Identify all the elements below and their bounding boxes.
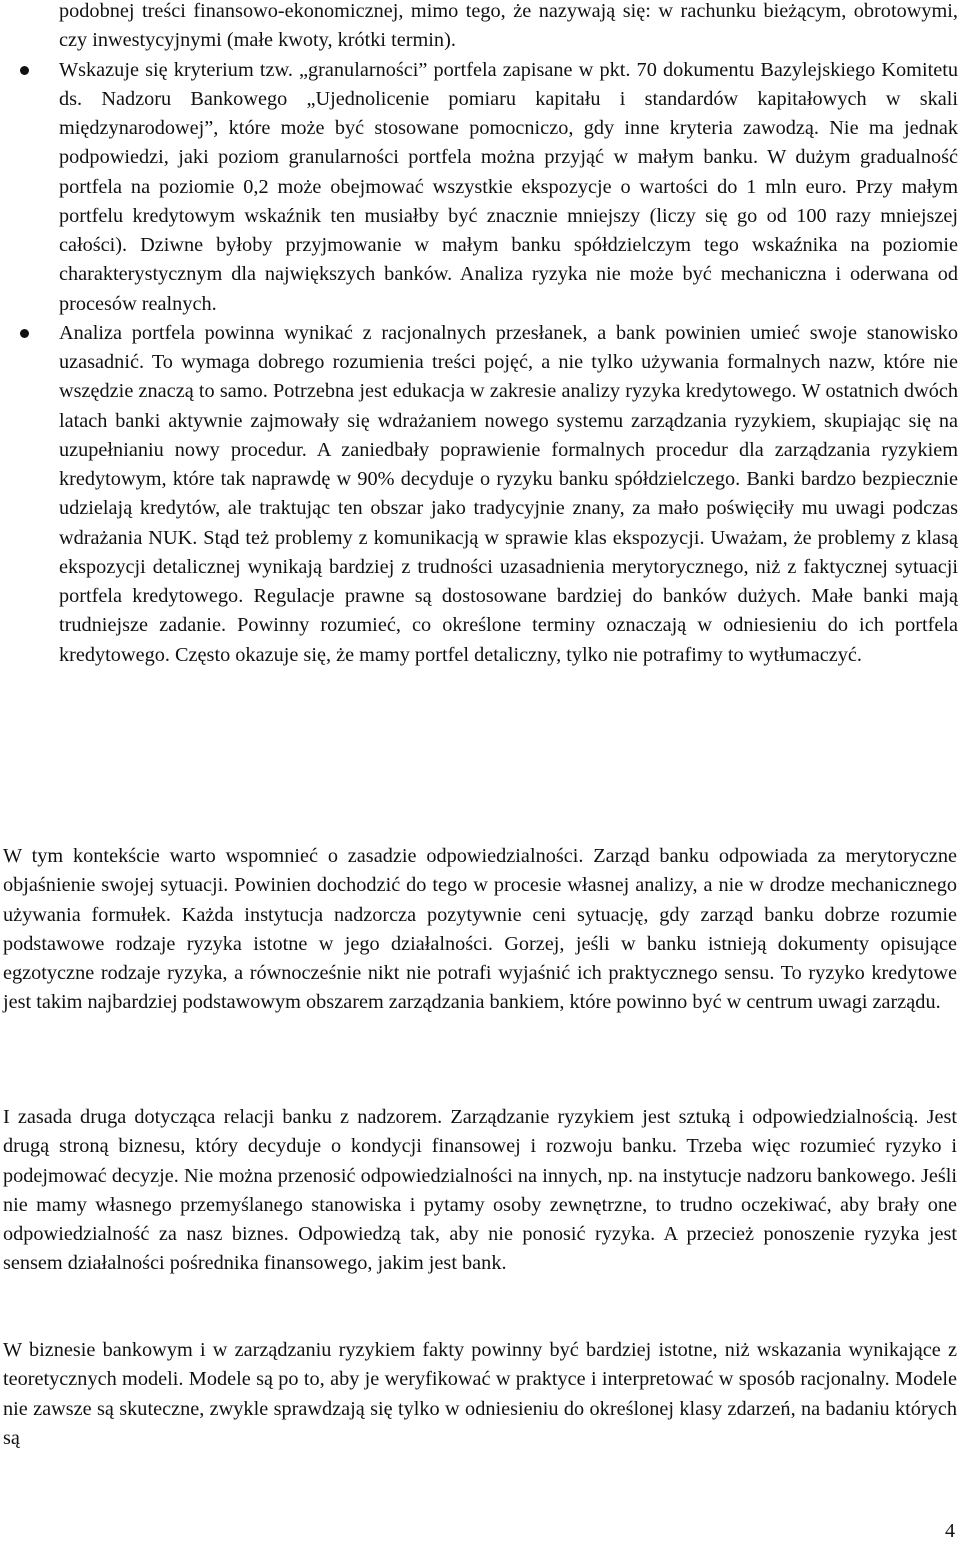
page-number: 4 <box>945 1520 955 1542</box>
bullet-dot-icon <box>20 66 29 75</box>
bullet-item-continuation <box>0 0 958 56</box>
bullet-text: Analiza portfela powinna wynikać z racjonalnych przesłanek, a bank powinien umieć swoje stanowisko uzasadnić. To wymaga dobrego rozumienia treści pojęć, a nie tylko używania formalnych nazw, które nie wszędzie znaczą to samo. Potrzebna jest edukacja w zakresie analizy ryzyka kredytowego. W ostatnich dwóch latach banki aktywnie zajmowały się wdrażaniem nowego systemu zarządzania ryzykiem, skupiając się na uzupełnianiu nowy procedur. A zaniedbały poprawienie formalnych procedur dla zarządzania ryzykiem kredytowym, które tak naprawdę w 90% decyduje o ryzyku banku spółdzielczego. Banki bardzo bezpiecznie udzielają kredytów, ale traktując ten obszar jako tradycyjnie znany, za mało poświęciły mu uwagi podczas wdrażania NUK. Stąd też problemy z komunikacją w sprawie klas ekspozycji. Uważam, że problemy z klasą ekspozycji detalicznej wynikają bardziej z trudności uzasadnienia merytorycznego, niż z faktycznej sytuacji portfela kredytowego. Regulacje prawne są dostosowane bardziej do banków dużych. Małe banki mają trudniejsze zadanie. Powinny rozumieć, co określone terminy oznaczają w odniesieniu do ich portfela kredytowego. Często okazuje się, że mamy portfel detaliczny, tylko nie potrafimy to wytłumaczyć. <box>59 321 958 666</box>
bullet-dot-icon <box>20 329 29 338</box>
paragraph-responsibility <box>3 842 957 1018</box>
bullet-list <box>0 0 960 670</box>
paragraph-supervision <box>3 1103 957 1279</box>
bullet-item-portfolio-analysis <box>0 319 958 670</box>
bullet-text: podobnej treści finansowo-ekonomicznej, mimo tego, że nazywają się: w rachunku bieżącym, obrotowymi, czy inwestycyjnymi (małe kwoty, krótki termin). <box>59 0 958 52</box>
paragraph-text: W biznesie bankowym i w zarządzaniu ryzykiem fakty powinny być bardziej istotne, niż wskazania wynikające z teoretycznych modeli. Modele są po to, aby je weryfikować w praktyce i interpretować w sposób racjonalny. Modele nie zawsze są skuteczne, zwykle sprawdzają się tylko w odniesieniu do określonej klasy zdarzeń, na badaniu których są <box>3 1339 957 1449</box>
paragraph-facts-models <box>3 1336 957 1453</box>
bullet-text: Wskazuje się kryterium tzw. „granularności” portfela zapisane w pkt. 70 dokumentu Bazylejskiego Komitetu ds. Nadzoru Bankowego „Ujednolicenie pomiaru kapitału i standardów kapitałowych w skali międzynarodowej”, które może być stosowane pomocniczo, gdy inne kryteria zawodzą. Nie ma jednak podpowiedzi, jaki poziom granularności portfela można przyjąć w małym banku. W dużym gradualność portfela na poziomie 0,2 może obejmować wszystkie ekspozycje o wartości do 1 mln euro. Przy małym portfelu kredytowym wskaźnik ten musiałby być znacznie mniejszy (liczy się go od 100 razy mniejszej całości). Dziwne byłoby przyjmowanie w małym banku spółdzielczym tego wskaźnika na poziomie charakterystycznym dla największych banków. Analiza ryzyka nie może być mechaniczna i oderwana od procesów realnych. <box>59 58 958 315</box>
paragraph-text: I zasada druga dotycząca relacji banku z nadzorem. Zarządzanie ryzykiem jest sztuką i odpowiedzialnością. Jest drugą stroną biznesu, który decyduje o kondycji finansowej i rozwoju banku. Trzeba więc rozumieć ryzyko i podejmować decyzje. Nie można przenosić odpowiedzialności na innych, np. na instytucje nadzoru bankowego. Jeśli nie mamy własnego przemyślanego stanowiska i pytamy osoby zewnętrzne, to trudno oczekiwać, aby brały one odpowiedzialność za nasz biznes. Odpowiedzą tak, aby nie ponosić ryzyka. A przecież ponoszenie ryzyka jest sensem działalności pośrednika finansowego, jakim jest bank. <box>3 1106 957 1275</box>
paragraph-text: W tym kontekście warto wspomnieć o zasadzie odpowiedzialności. Zarząd banku odpowiada za merytoryczne objaśnienie swojej sytuacji. Powinien dochodzić do tego w procesie własnej analizy, a nie w drodze mechanicznego używania formułek. Każda instytucja nadzorcza pozytywnie ceni sytuację, gdy zarząd banku dobrze rozumie podstawowe rodzaje ryzyka istotne w jego działalności. Gorzej, jeśli w banku istnieją dokumenty opisujące egzotyczne rodzaje ryzyka, a równocześnie nikt nie potrafi wyjaśnić ich praktycznego sensu. To ryzyko kredytowe jest takim najbardziej podstawowym obszarem zarządzania bankiem, które powinno być w centrum uwagi zarządu. <box>3 845 957 1014</box>
bullet-item-granularity <box>0 56 958 319</box>
